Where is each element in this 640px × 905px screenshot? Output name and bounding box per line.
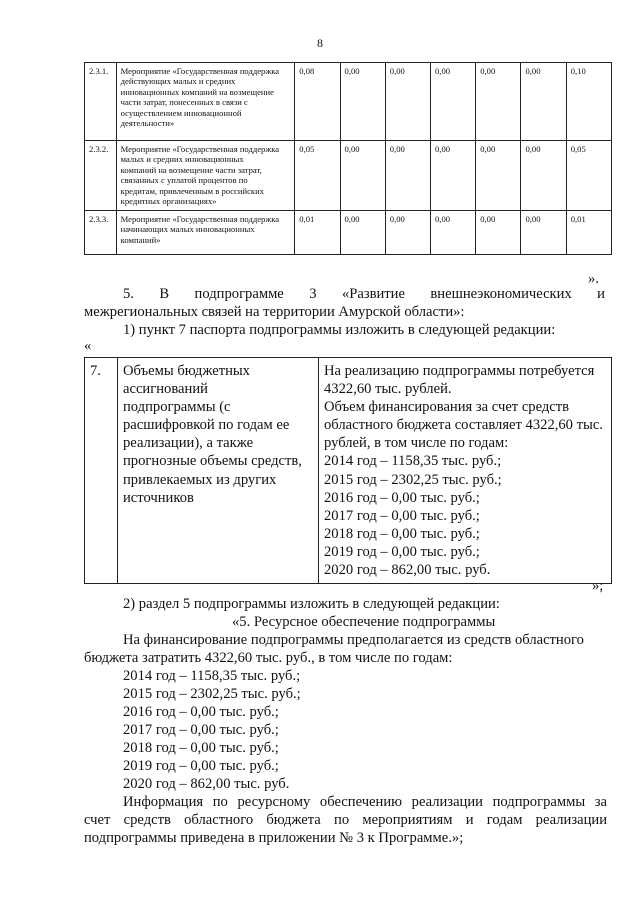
paragraph-line: Информация по ресурсному обеспечению реализации подпрограммы за xyxy=(123,794,607,810)
item5-heading: 5. В подпрограмме 3 «Развитие внешнеэкономических и xyxy=(123,286,605,302)
content-line: 2014 год – 1158,35 тыс. руб.; xyxy=(324,453,502,470)
desc-line: начинающих малых инновационных xyxy=(120,224,255,235)
desc-line: кредитам, привлеченным в российских xyxy=(120,185,264,196)
year-line: 2018 год – 0,00 тыс. руб.; xyxy=(123,740,279,756)
value-cell: 0,01 xyxy=(295,211,340,255)
closing-quote: »; xyxy=(592,578,604,594)
subitem-1: 1) пункт 7 паспорта подпрограммы изложить в следующей редакции: xyxy=(123,322,556,338)
year-line: 2019 год – 0,00 тыс. руб.; xyxy=(123,758,279,774)
value-cell: 0,05 xyxy=(566,141,611,211)
desc-line: действующих малых и средних xyxy=(120,76,236,87)
desc-line: Мероприятие «Государственная поддержка xyxy=(120,144,280,154)
value-cell: 0,00 xyxy=(340,211,385,255)
label-line: подпрограммы (с xyxy=(123,399,231,416)
label-line: реализации), а также xyxy=(123,435,254,452)
passport-table xyxy=(84,357,612,584)
content-line: 2018 год – 0,00 тыс. руб.; xyxy=(324,525,480,542)
desc-line: малых и средних инновационных xyxy=(120,154,244,165)
value-cell: 0,00 xyxy=(476,211,521,255)
desc-line: компаний» xyxy=(120,234,161,245)
value-cell: 0,00 xyxy=(385,141,430,211)
row-description xyxy=(116,141,295,211)
value-cell: 0,00 xyxy=(385,211,430,255)
desc-line: связанных с уплатой процентов по xyxy=(120,175,248,186)
content-line: 2020 год – 862,00 тыс. руб. xyxy=(324,562,491,579)
content-line: областного бюджета составляет 4322,60 тыс. xyxy=(324,417,603,434)
value-cell: 0,00 xyxy=(340,63,385,141)
content-line: рублей, в том числе по годам: xyxy=(324,435,509,452)
desc-line: Мероприятие «Государственная поддержка xyxy=(120,66,280,76)
content-line: 4322,60 тыс. рублей. xyxy=(324,381,452,398)
content-line: 2019 год – 0,00 тыс. руб.; xyxy=(324,543,480,560)
paragraph-line: счет средств областного бюджета по мероприятиям и годам реализации xyxy=(84,812,607,828)
value-cell: 0,00 xyxy=(431,211,476,255)
opening-quote: « xyxy=(84,338,92,354)
label-line: ассигнований xyxy=(123,381,208,398)
content-line: 2016 год – 0,00 тыс. руб.; xyxy=(324,489,480,506)
measures-table xyxy=(84,62,612,255)
subitem-2: 2) раздел 5 подпрограммы изложить в следующей редакции: xyxy=(123,596,500,612)
row-number: 7. xyxy=(85,358,118,584)
value-cell: 0,05 xyxy=(295,141,340,211)
label-line: привлекаемых из других xyxy=(123,471,277,488)
page-number: 8 xyxy=(317,36,323,50)
table-row xyxy=(85,63,612,141)
row-number: 2.3.2. xyxy=(85,141,117,211)
section-title: «5. Ресурсное обеспечение подпрограммы xyxy=(232,614,496,630)
item5-heading-cont: межрегиональных связей на территории Амурской области»: xyxy=(84,304,465,320)
content-line: 2015 год – 2302,25 тыс. руб.; xyxy=(324,471,502,488)
label-line: Объемы бюджетных xyxy=(123,363,250,379)
paragraph-line: На финансирование подпрограммы предполагается из средств областного xyxy=(123,632,584,648)
row-number: 2.3.1. xyxy=(85,63,117,141)
value-cell: 0,00 xyxy=(521,63,566,141)
value-cell: 0,00 xyxy=(431,141,476,211)
content-line: На реализацию подпрограммы потребуется xyxy=(324,363,595,379)
table-row xyxy=(85,141,612,211)
value-cell: 0,10 xyxy=(566,63,611,141)
content-line: Объем финансирования за счет средств xyxy=(324,399,570,416)
row-description xyxy=(116,211,295,255)
desc-line: части затрат, понесенных в связи с xyxy=(120,97,248,108)
paragraph-line: подпрограммы приведена в приложении № 3 к Программе.»; xyxy=(84,830,464,846)
desc-line: осуществлением инновационной xyxy=(120,107,242,118)
value-cell: 0,01 xyxy=(566,211,611,255)
year-line: 2014 год – 1158,35 тыс. руб.; xyxy=(123,668,301,684)
content-line: 2017 год – 0,00 тыс. руб.; xyxy=(324,507,480,524)
value-cell: 0,00 xyxy=(521,211,566,255)
year-line: 2016 год – 0,00 тыс. руб.; xyxy=(123,704,279,720)
year-line: 2015 год – 2302,25 тыс. руб.; xyxy=(123,686,301,702)
desc-line: компаний на возмещение части затрат, xyxy=(120,164,262,175)
year-line: 2020 год – 862,00 тыс. руб. xyxy=(123,776,290,792)
label-line: источников xyxy=(123,489,194,506)
table-row xyxy=(85,211,612,255)
value-cell: 0,08 xyxy=(295,63,340,141)
table-row xyxy=(85,358,612,584)
value-cell: 0,00 xyxy=(521,141,566,211)
closing-quote: ». xyxy=(588,271,599,287)
row-label xyxy=(118,358,319,584)
year-line: 2017 год – 0,00 тыс. руб.; xyxy=(123,722,279,738)
desc-line: инновационных компаний на возмещение xyxy=(120,86,274,97)
value-cell: 0,00 xyxy=(476,141,521,211)
desc-line: Мероприятие «Государственная поддержка xyxy=(120,214,280,224)
label-line: расшифровкой по годам ее xyxy=(123,417,290,434)
row-description xyxy=(116,63,295,141)
paragraph-line: бюджета затратить 4322,60 тыс. руб., в том числе по годам: xyxy=(84,650,453,666)
value-cell: 0,00 xyxy=(340,141,385,211)
desc-line: деятельности» xyxy=(120,118,175,129)
value-cell: 0,00 xyxy=(385,63,430,141)
desc-line: кредитных организациях» xyxy=(120,196,217,207)
value-cell: 0,00 xyxy=(431,63,476,141)
value-cell: 0,00 xyxy=(476,63,521,141)
row-content xyxy=(319,358,612,584)
label-line: прогнозные объемы средств, xyxy=(123,453,302,470)
row-number: 2.3.3. xyxy=(85,211,117,255)
